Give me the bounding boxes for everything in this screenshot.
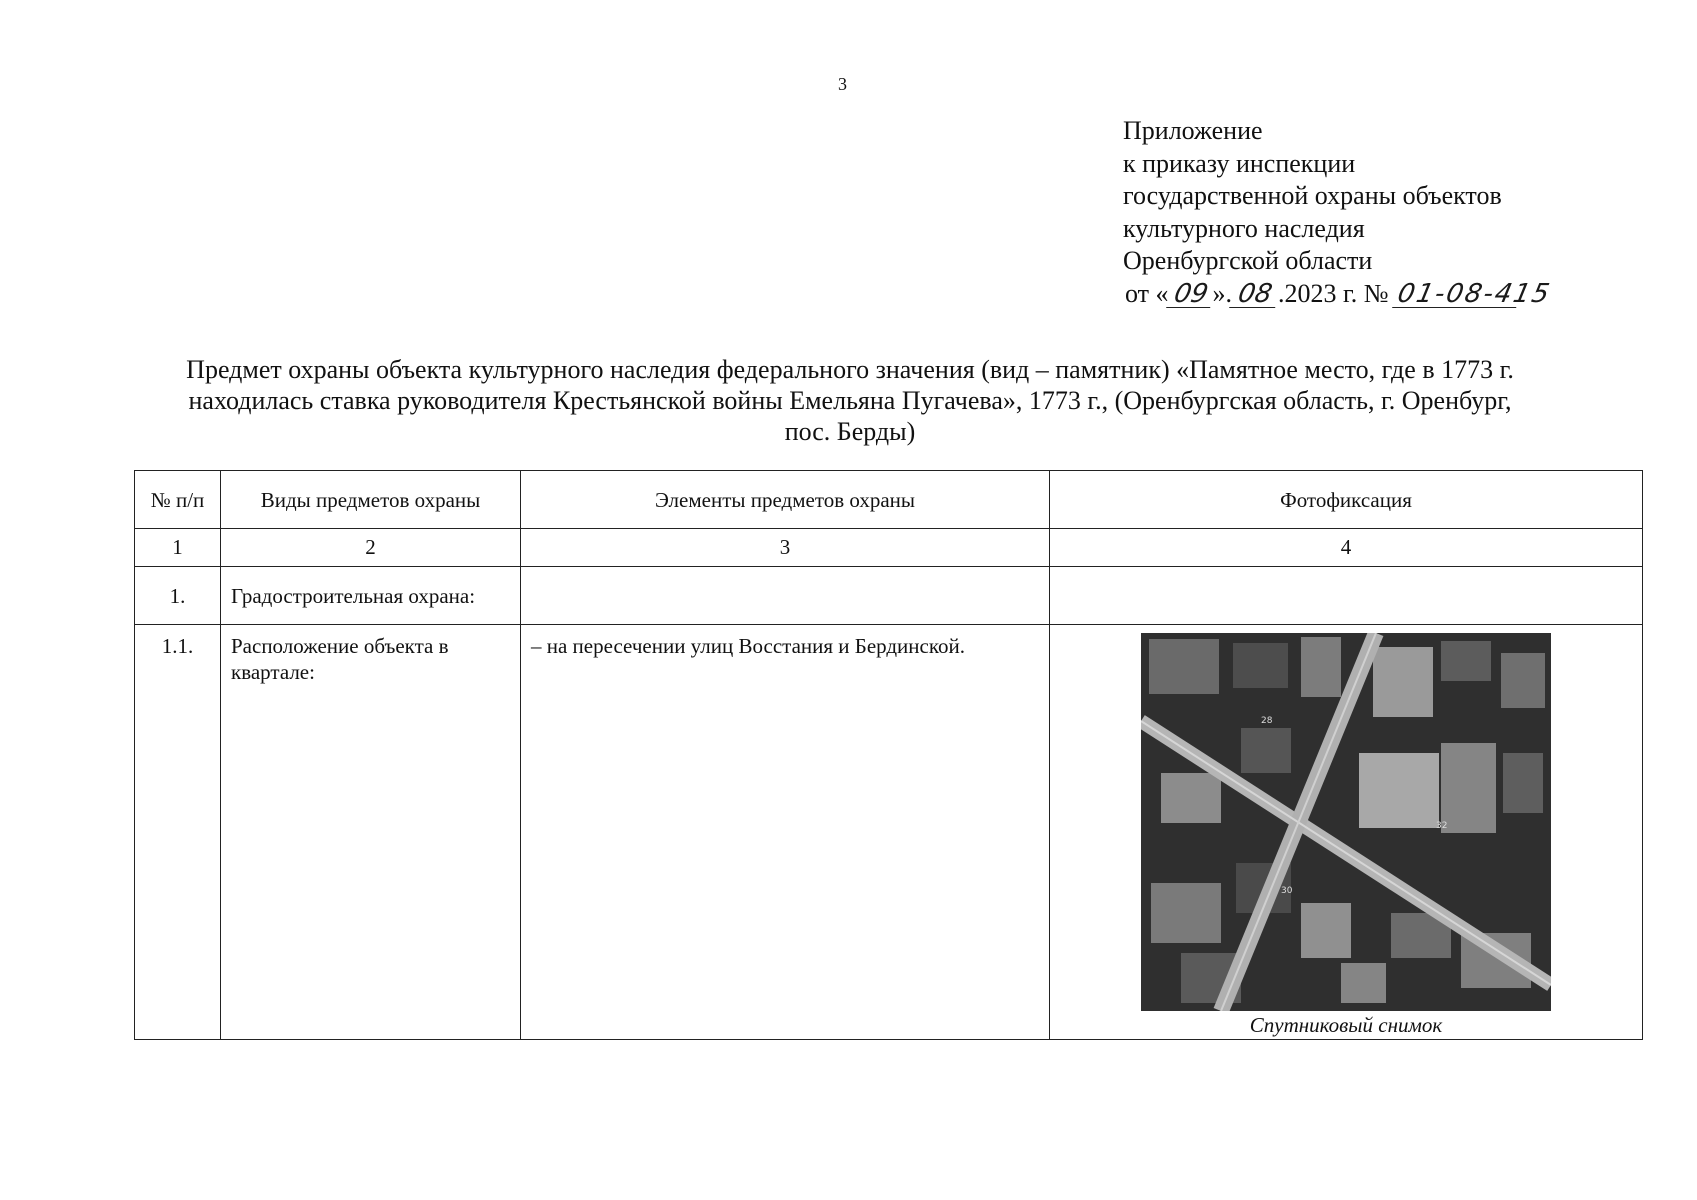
handwritten-day: 09: [1166, 281, 1216, 308]
header-photo-fixation: Фотофиксация: [1050, 471, 1643, 529]
table-row: [135, 567, 1643, 625]
row-protection-elements: – на пересечении улиц Восстания и Бердинской.: [521, 625, 1050, 1040]
order-reference: [1125, 278, 1554, 311]
row-photo: [1050, 625, 1643, 1040]
order-prefix: от «: [1125, 278, 1169, 308]
row-protection-type: Расположение объекта в квартале:: [221, 625, 521, 1040]
appendix-line: культурного наследия: [1123, 213, 1365, 243]
title-line: находилась ставка руководителя Крестьянской войны Емельяна Пугачева», 1773 г., (Оренбургская область, г. Оренбург,: [188, 386, 1512, 415]
order-year: .2023 г. №: [1278, 278, 1389, 308]
row-photo: [1050, 567, 1643, 625]
handwritten-order-number: 01-08-415: [1392, 281, 1522, 308]
table-header-row: [135, 471, 1643, 529]
row-protection-elements: [521, 567, 1050, 625]
column-number-row: [135, 529, 1643, 567]
table-row: [135, 625, 1643, 1040]
appendix-line: государственной охраны объектов: [1123, 181, 1502, 210]
row-number: 1.1.: [135, 625, 221, 1040]
header-protection-types: Виды предметов охраны: [221, 471, 521, 529]
handwritten-month: 08: [1229, 281, 1281, 308]
page-number: 3: [838, 74, 847, 94]
column-number: 1: [135, 529, 221, 567]
appendix-line: Оренбургской области: [1123, 246, 1373, 275]
satellite-image: [1141, 633, 1551, 1011]
column-number: 3: [521, 529, 1050, 567]
appendix-line: Приложение: [1123, 116, 1263, 145]
document-title: [100, 354, 1600, 447]
satellite-label: 28: [1261, 716, 1273, 726]
title-line: Предмет охраны объекта культурного наследия федерального значения (вид – памятник) «Памятное место, где в 1773 г.: [186, 355, 1514, 384]
appendix-block: [1123, 115, 1554, 310]
row-number: 1.: [135, 567, 221, 625]
protection-table: [134, 470, 1643, 1040]
photo-caption: Спутниковый снимок: [1249, 1013, 1443, 1037]
appendix-line: к приказу инспекции: [1123, 148, 1356, 178]
title-line: пос. Берды): [784, 417, 916, 446]
satellite-label: 30: [1281, 886, 1293, 896]
satellite-label: 32: [1436, 821, 1448, 831]
column-number: 2: [221, 529, 521, 567]
row-protection-type: Градостроительная охрана:: [221, 567, 521, 625]
column-number: 4: [1050, 529, 1643, 567]
header-protection-elements: Элементы предметов охраны: [521, 471, 1050, 529]
order-mid: ».: [1212, 278, 1233, 308]
header-number: № п/п: [135, 471, 221, 529]
